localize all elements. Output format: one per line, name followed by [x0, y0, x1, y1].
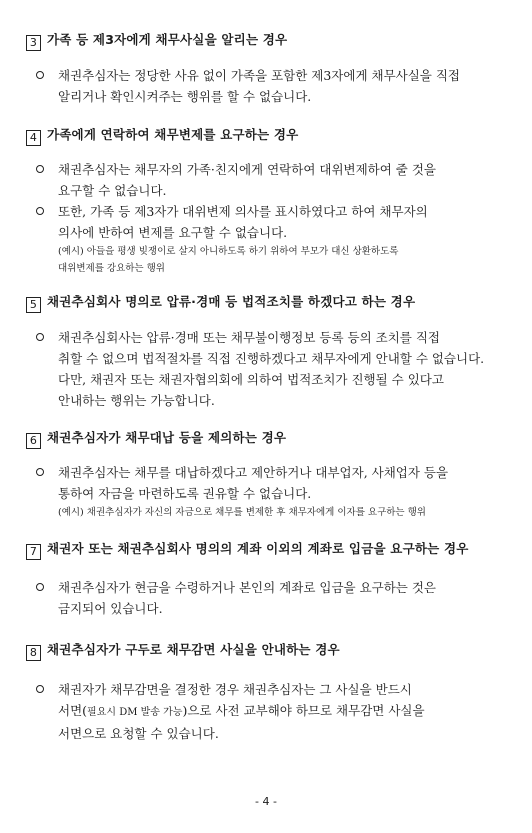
item-line-mixed [58, 700, 494, 723]
section-number-box: 3 [26, 35, 41, 51]
section-heading [26, 294, 415, 313]
item-line: 알리거나 확인시켜주는 행위를 할 수 없습니다. [58, 89, 312, 104]
item-line: 다만, 채권자 또는 채권자협의회에 의하여 법적조치가 진행될 수 있다고 [58, 372, 444, 387]
section-number-box: 7 [26, 544, 41, 560]
section-heading [26, 127, 298, 146]
item-line: 채권추심회사는 압류·경매 또는 채무불이행정보 등록 등의 조치를 직접 [58, 330, 440, 345]
section-title: 가족 등 제3자에게 채무사실을 알리는 경우 [47, 32, 288, 47]
section-heading [26, 541, 469, 560]
example-note: (예시) 아들을 평생 빚쟁이로 살지 아니하도록 하기 위하여 부모가 대신 상환하도록 [58, 246, 399, 257]
section-title: 채권자 또는 채권추심회사 명의의 계좌 이외의 계좌로 입금을 요구하는 경우 [47, 541, 469, 556]
section-title: 채권추심자가 채무대납 등을 제의하는 경우 [47, 430, 287, 445]
bullet-circle-icon [36, 333, 44, 341]
item-line: 안내하는 행위는 가능합니다. [58, 393, 215, 408]
page-number: - 4 - [255, 795, 277, 808]
section-number-box: 6 [26, 433, 41, 449]
item-line-part: )으로 사전 교부해야 하므로 채무감면 사실을 [182, 703, 425, 718]
example-note: (예시) 채권추심자가 자신의 자금으로 채무를 변제한 후 채무자에게 이자를 요구하는 행위 [58, 507, 426, 518]
bullet-circle-icon [36, 207, 44, 215]
section-title: 채권추심자가 구두로 채무감면 사실을 안내하는 경우 [47, 642, 340, 657]
section-number-box: 8 [26, 645, 41, 661]
item-line: 채권추심자는 채무자의 가족·친지에게 연락하여 대위변제하여 줄 것을 [58, 162, 436, 177]
item-line: 채권추심자는 정당한 사유 없이 가족을 포함한 제3자에게 채무사실을 직접 [58, 68, 460, 83]
item-line: 채권추심자가 현금을 수령하거나 본인의 계좌로 입금을 요구하는 것은 [58, 580, 436, 595]
section-heading [26, 642, 340, 661]
item-line: 서면으로 요청할 수 있습니다. [58, 726, 219, 741]
section-title: 가족에게 연락하여 채무변제를 요구하는 경우 [47, 127, 299, 142]
item-line: 요구할 수 없습니다. [58, 183, 167, 198]
item-line: 통하여 자금을 마련하도록 권유할 수 없습니다. [58, 486, 312, 501]
item-line: 채권추심자는 채무를 대납하겠다고 제안하거나 대부업자, 사채업자 등을 [58, 465, 449, 480]
bullet-circle-icon [36, 685, 44, 693]
bullet-circle-icon [36, 165, 44, 173]
section-title: 채권추심회사 명의로 압류·경매 등 법적조치를 하겠다고 하는 경우 [47, 294, 416, 309]
item-line: 채권자가 채무감면을 결정한 경우 채권추심자는 그 사실을 반드시 [58, 682, 412, 697]
section-number-box: 5 [26, 297, 41, 313]
section-heading [26, 32, 287, 51]
section-heading [26, 430, 286, 449]
section-number-box: 4 [26, 130, 41, 146]
bullet-circle-icon [36, 468, 44, 476]
bullet-circle-icon [36, 583, 44, 591]
item-line: 금지되어 있습니다. [58, 601, 163, 616]
item-line: 또한, 가족 등 제3자가 대위변제 의사를 표시하였다고 하여 채무자의 [58, 204, 428, 219]
item-line: 취할 수 없으며 법적절차를 직접 진행하겠다고 채무자에게 안내할 수 없습니다. [58, 351, 485, 366]
example-note: 대위변제를 강요하는 행위 [58, 263, 165, 274]
item-line-part: 서면( [58, 703, 88, 718]
item-line-small-part: 필요시 DM 발송 가능 [87, 707, 183, 718]
bullet-circle-icon [36, 71, 44, 79]
item-line: 의사에 반하여 변제를 요구할 수 없습니다. [58, 225, 288, 240]
